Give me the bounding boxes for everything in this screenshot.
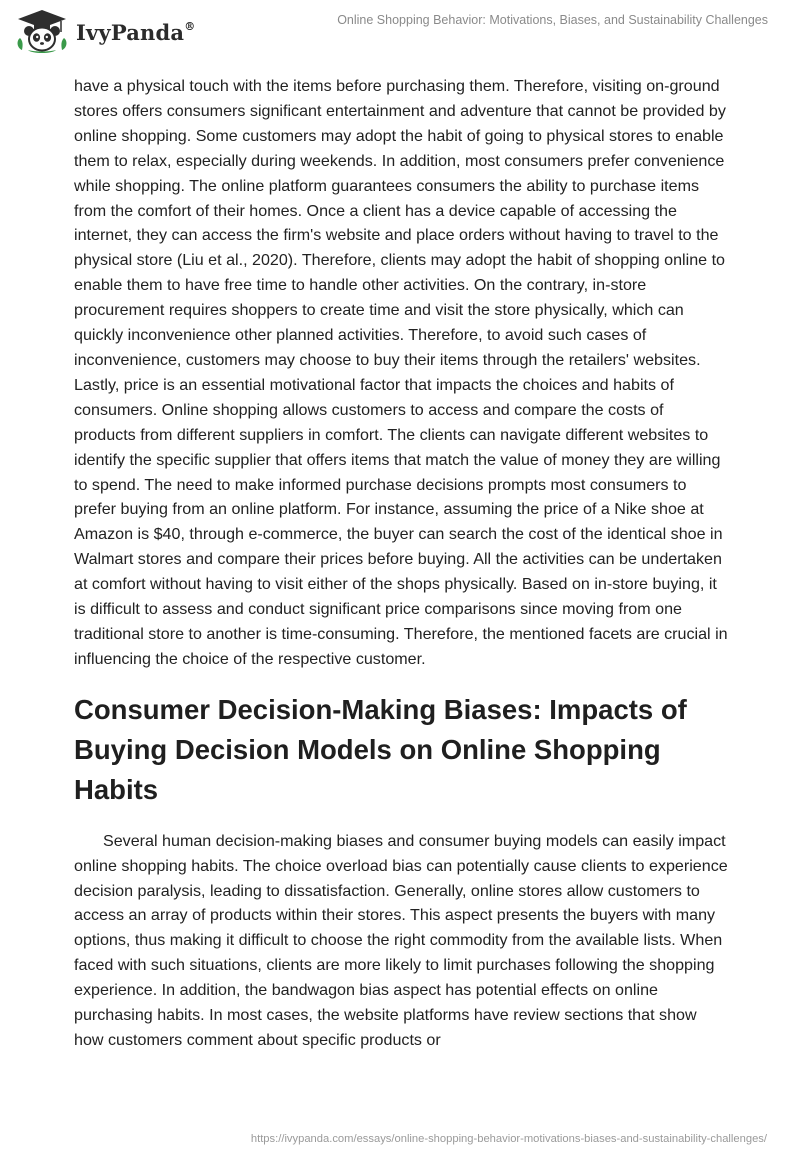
brand-name [76, 20, 195, 45]
brand-text: IvyPanda [76, 19, 185, 45]
section-heading: Consumer Decision-Making Biases: Impacts of Buying Decision Models on Online Shopping Habits [74, 693, 687, 805]
essay-body [74, 74, 729, 1053]
panda-graduate-icon [14, 8, 70, 54]
running-title: Online Shopping Behavior: Motivations, Biases, and Sustainability Challenges [337, 13, 768, 27]
footer-url[interactable]: https://ivypanda.com/essays/online-shopping-behavior-motivations-biases-and-sustainability-challenges/ [250, 1133, 767, 1145]
page-header [0, 0, 800, 68]
ivypanda-logo[interactable] [14, 8, 195, 54]
body-paragraph-2: Several human decision-making biases and consumer buying models can easily impact online shopping habits. The choice overload bias can potentially cause clients to experience decision paralysis, leading to dissatisfaction. Generally, online stores allow customers to access an array of products within their stores. This aspect presents the buyers with many options, thus making it difficult to choose the right commodity from the available lists. When faced with such situations, clients are more likely to limit purchases following the shopping experience. In addition, the bandwagon bias aspect has potential effects on online purchasing habits. In most cases, the website platforms have review sections that show how customers comment about specific products or [74, 831, 728, 1049]
body-paragraph-1: have a physical touch with the items before purchasing them. Therefore, visiting on-ground stores offers consumers significant entertainment and adventure that cannot be provided by online shopping. Some customers may adopt the habit of going to physical stores to enable them to relax, especially during weekends. In addition, most consumers prefer convenience while shopping. The online platform guarantees consumers the ability to purchase items from the comfort of their homes. Once a client has a device capable of accessing the internet, they can access the firm's website and place orders without having to travel to the physical store (Liu et al., 2020). Therefore, clients may adopt the habit of shopping online to enable them to have free time to handle other activities. On the contrary, in-store procurement requires shoppers to create time and visit the store physically, which can quickly inconvenience other planned activities. Therefore, to avoid such cases of inconvenience, customers may choose to buy their items through the retailers' websites. Lastly, price is an essential motivational factor that impacts the choices and habits of consumers. Online shopping allows customers to access and compare the costs of products from different suppliers in comfort. The clients can navigate different websites to identify the specific supplier that offers items that match the value of money they are willing to spend. The need to make informed purchase decisions prompts most consumers to prefer buying from an online platform. For instance, assuming the price of a Nike shoe at Amazon is $40, through e-commerce, the buyer can search the cost of the identical shoe in Walmart stores and compare their prices before buying. All the activities can be undertaken at comfort without having to visit either of the shops physically. Based on in-store buying, it is difficult to assess and conduct significant price comparisons since moving from one traditional store to another is time-consuming. Therefore, the mentioned facets are crucial in influencing the choice of the respective customer. [74, 77, 728, 668]
registered-mark: ® [184, 19, 196, 33]
